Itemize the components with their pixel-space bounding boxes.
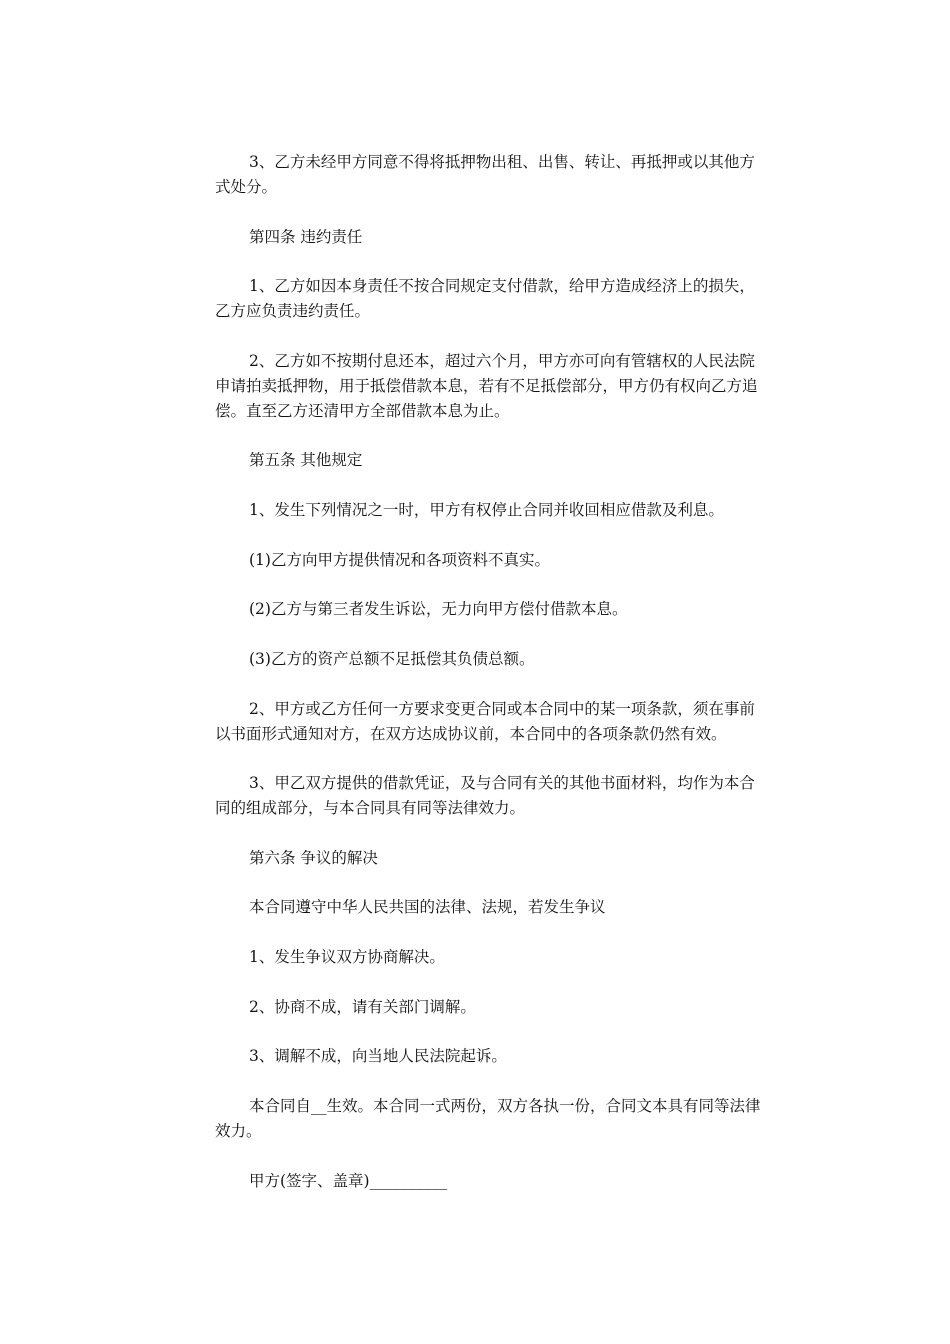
clause-6-2 bbox=[181, 995, 771, 1020]
clause-5-2 bbox=[181, 697, 771, 747]
text-line: (1)乙方向甲方提供情况和各项资料不真实。 bbox=[249, 551, 550, 569]
text-line: 效力。 bbox=[215, 1122, 262, 1140]
text-line: 1、乙方如因本身责任不按合同规定支付借款，给甲方造成经济上的损失， bbox=[249, 277, 755, 295]
clause-5-1-item-1 bbox=[181, 548, 771, 573]
article-4-heading bbox=[181, 225, 771, 250]
text-line: 第四条 违约责任 bbox=[249, 228, 363, 246]
text-line: (3)乙方的资产总额不足抵偿其负债总额。 bbox=[249, 650, 535, 668]
clause-3-3 bbox=[181, 150, 771, 200]
article-5-heading bbox=[181, 448, 771, 473]
text-line: 2、甲方或乙方任何一方要求变更合同或本合同中的某一项条款，须在事前 bbox=[249, 700, 755, 718]
text-line: 2、乙方如不按期付息还本，超过六个月，甲方亦可向有管辖权的人民法院 bbox=[249, 352, 755, 370]
clause-5-1-item-3 bbox=[181, 647, 771, 672]
article-6-heading bbox=[181, 846, 771, 871]
text-line: (2)乙方与第三者发生诉讼，无力向甲方偿付借款本息。 bbox=[249, 600, 628, 618]
effective-clause bbox=[181, 1094, 771, 1144]
text-line: 3、调解不成，向当地人民法院起诉。 bbox=[249, 1047, 507, 1065]
text-line: 同的组成部分，与本合同具有同等法律效力。 bbox=[215, 799, 526, 817]
text-line: 甲方(签字、盖章)__________ bbox=[249, 1172, 448, 1190]
text-line: 3、甲乙双方提供的借款凭证，及与合同有关的其他书面材料，均作为本合 bbox=[249, 774, 755, 792]
text-line: 本合同遵守中华人民共国的法律、法规，若发生争议 bbox=[249, 898, 606, 916]
clause-4-1 bbox=[181, 274, 771, 324]
clause-4-2 bbox=[181, 349, 771, 424]
text-line: 乙方应负责违约责任。 bbox=[215, 302, 371, 320]
text-line: 2、协商不成，请有关部门调解。 bbox=[249, 998, 476, 1016]
text-line: 1、发生下列情况之一时，甲方有权停止合同并收回相应借款及利息。 bbox=[249, 501, 724, 519]
clause-6-3 bbox=[181, 1044, 771, 1069]
text-line: 申请拍卖抵押物，用于抵偿借款本息，若有不足抵偿部分，甲方仍有权向乙方追 bbox=[215, 377, 758, 395]
clause-6-1 bbox=[181, 945, 771, 970]
clause-5-1 bbox=[181, 498, 771, 523]
text-line: 第五条 其他规定 bbox=[249, 451, 363, 469]
text-line: 式处分。 bbox=[215, 178, 278, 196]
text-line: 本合同自__生效。本合同一式两份，双方各执一份，合同文本具有同等法律 bbox=[249, 1097, 761, 1115]
text-line: 以书面形式通知对方，在双方达成协议前，本合同中的各项条款仍然有效。 bbox=[215, 725, 727, 743]
party-a-signature bbox=[181, 1169, 771, 1194]
text-line: 第六条 争议的解决 bbox=[249, 849, 378, 867]
article-6-intro bbox=[181, 895, 771, 920]
clause-5-3 bbox=[181, 771, 771, 821]
text-line: 偿。直至乙方还清甲方全部借款本息为止。 bbox=[215, 402, 510, 420]
text-line: 1、发生争议双方协商解决。 bbox=[249, 948, 445, 966]
clause-5-1-item-2 bbox=[181, 597, 771, 622]
text-line: 3、乙方未经甲方同意不得将抵押物出租、出售、转让、再抵押或以其他方 bbox=[249, 153, 755, 171]
